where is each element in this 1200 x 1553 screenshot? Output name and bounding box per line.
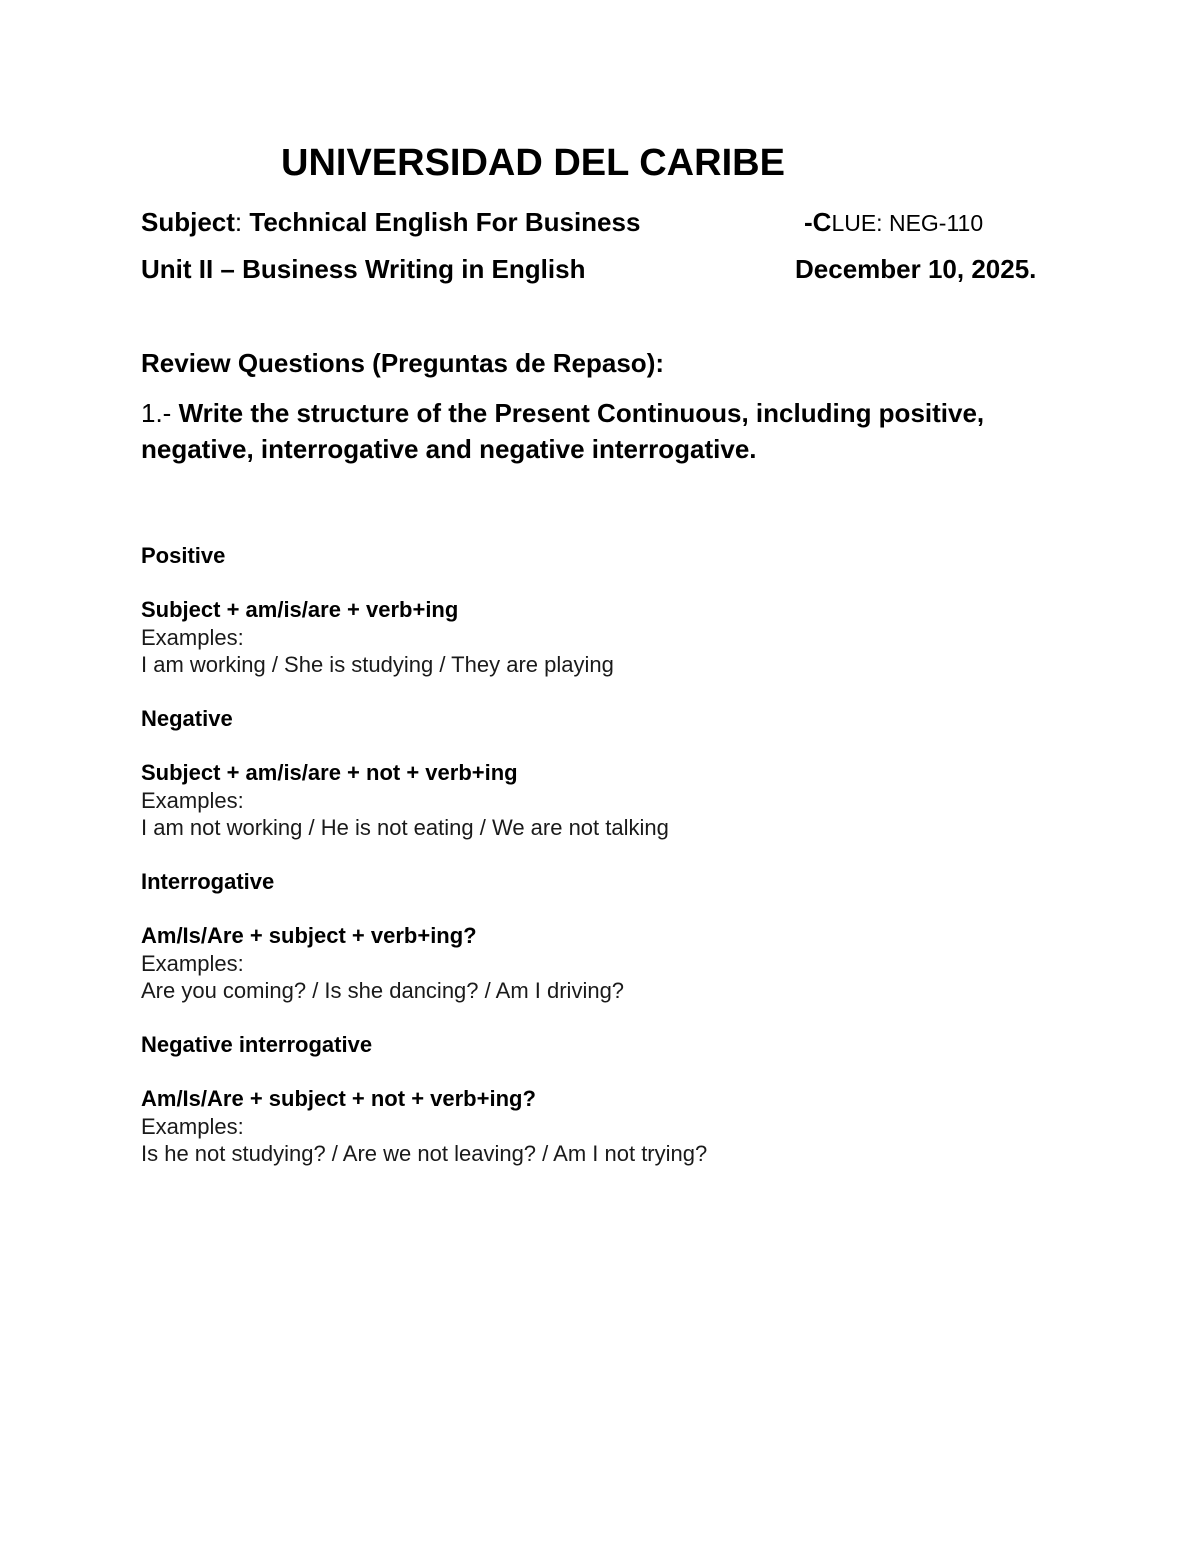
examples-label-positive: Examples: [141, 625, 244, 650]
examples-label-interrogative: Examples: [141, 951, 244, 976]
subject-line [141, 206, 640, 238]
document-date: December 10, 2025. [795, 254, 1037, 284]
subject-value: Technical English For Business [242, 207, 641, 237]
question-text: Write the structure of the Present Continuous, including positive, negative, interrogative and negative interrogative. [141, 398, 985, 464]
examples-interrogative: Are you coming? / Is she dancing? / Am I driving? [141, 978, 625, 1003]
review-heading: Review Questions (Preguntas de Repaso): [141, 348, 665, 378]
subject-colon: : [234, 207, 243, 237]
examples-label-negative-interrogative: Examples: [141, 1114, 244, 1139]
structure-interrogative: Am/Is/Are + subject + verb+ing? [141, 923, 477, 948]
clue-prefix: -C [804, 207, 832, 237]
structure-positive: Subject + am/is/are + verb+ing [141, 597, 459, 622]
section-title-negative-interrogative: Negative interrogative [141, 1032, 373, 1057]
section-title-interrogative: Interrogative [141, 869, 275, 894]
examples-negative: I am not working / He is not eating / We are not talking [141, 815, 669, 840]
section-title-negative: Negative [141, 706, 233, 731]
clue-rest: LUE: NEG-110 [831, 210, 984, 236]
structure-negative-interrogative: Am/Is/Are + subject + not + verb+ing? [141, 1086, 536, 1111]
unit-line: Unit II – Business Writing in English [141, 254, 586, 284]
section-title-positive: Positive [141, 543, 226, 568]
subject-label: Subject [141, 207, 235, 237]
examples-negative-interrogative: Is he not studying? / Are we not leaving? / Am I not trying? [141, 1141, 708, 1166]
question-1 [141, 395, 1061, 467]
structure-negative: Subject + am/is/are + not + verb+ing [141, 760, 518, 785]
examples-positive: I am working / She is studying / They are playing [141, 652, 614, 677]
document-title: UNIVERSIDAD DEL CARIBE [281, 142, 785, 184]
clue-code [804, 206, 983, 239]
question-number: 1.- [141, 398, 172, 428]
examples-label-negative: Examples: [141, 788, 244, 813]
